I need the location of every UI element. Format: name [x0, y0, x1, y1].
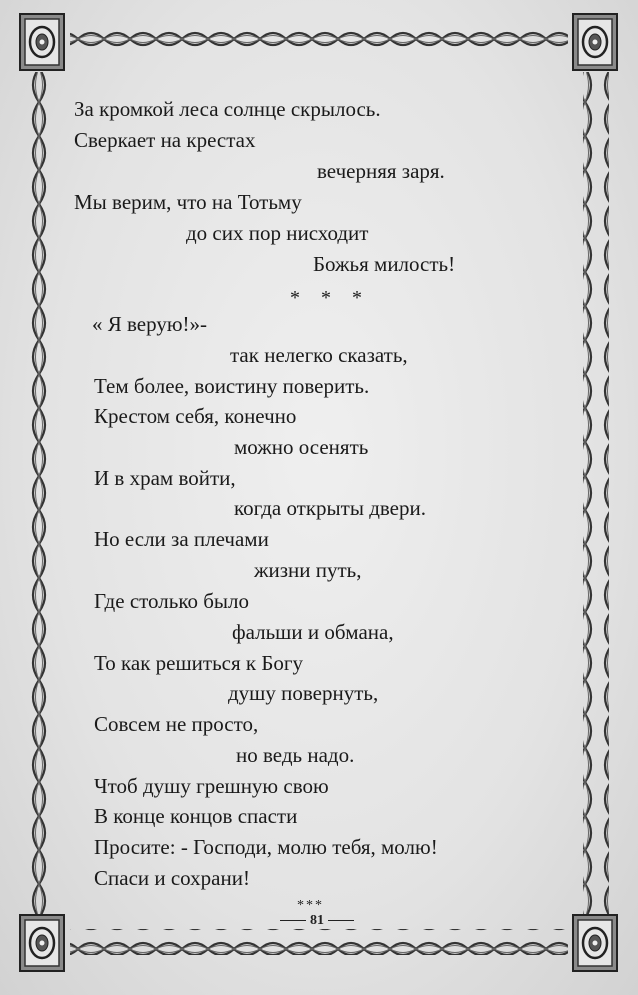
poem-line: жизни путь, — [254, 558, 362, 582]
poem-line: Чтоб душу грешную свою — [94, 774, 329, 798]
page-number-value: 81 — [310, 913, 324, 928]
poem-line: можно осенять — [234, 435, 369, 459]
end-mark: *** — [297, 898, 324, 913]
poem-line: Мы верим, что на Тотьму — [74, 190, 302, 214]
poem-line: так нелегко сказать, — [230, 343, 408, 367]
poem-line: За кромкой леса солнце скрылось. — [74, 97, 381, 121]
poem-line: но ведь надо. — [236, 743, 355, 767]
poem-line: Спаси и сохрани! — [94, 866, 250, 890]
poem-line: В конце концов спасти — [94, 804, 298, 828]
poem-line: когда открыты двери. — [234, 496, 426, 520]
poem-line: Просите: - Господи, молю тебя, молю! — [94, 835, 438, 859]
poem-line: Тем более, воистину поверить. — [94, 374, 370, 398]
page-number — [276, 908, 358, 934]
poem-line: фальши и обмана, — [232, 620, 394, 644]
poem-line: То как решиться к Богу — [94, 651, 303, 675]
poem-line: Божья милость! — [313, 252, 456, 276]
poem-line: душу повернуть, — [228, 681, 379, 705]
section-divider-stars: * * * — [290, 287, 370, 309]
poem-line: Но если за плечами — [94, 527, 269, 551]
poem-line: Совсем не просто, — [94, 712, 259, 736]
poem-line: Крестом себя, конечно — [94, 404, 297, 428]
poem-line: Сверкает на крестах — [74, 128, 256, 152]
poem-line: Где столько было — [94, 589, 249, 613]
poem-line: вечерняя заря. — [317, 159, 445, 183]
poem-line: И в храм войти, — [94, 466, 236, 490]
poem-line: до сих пор нисходит — [186, 221, 369, 245]
poem-line: « Я верую!»- — [92, 312, 208, 336]
